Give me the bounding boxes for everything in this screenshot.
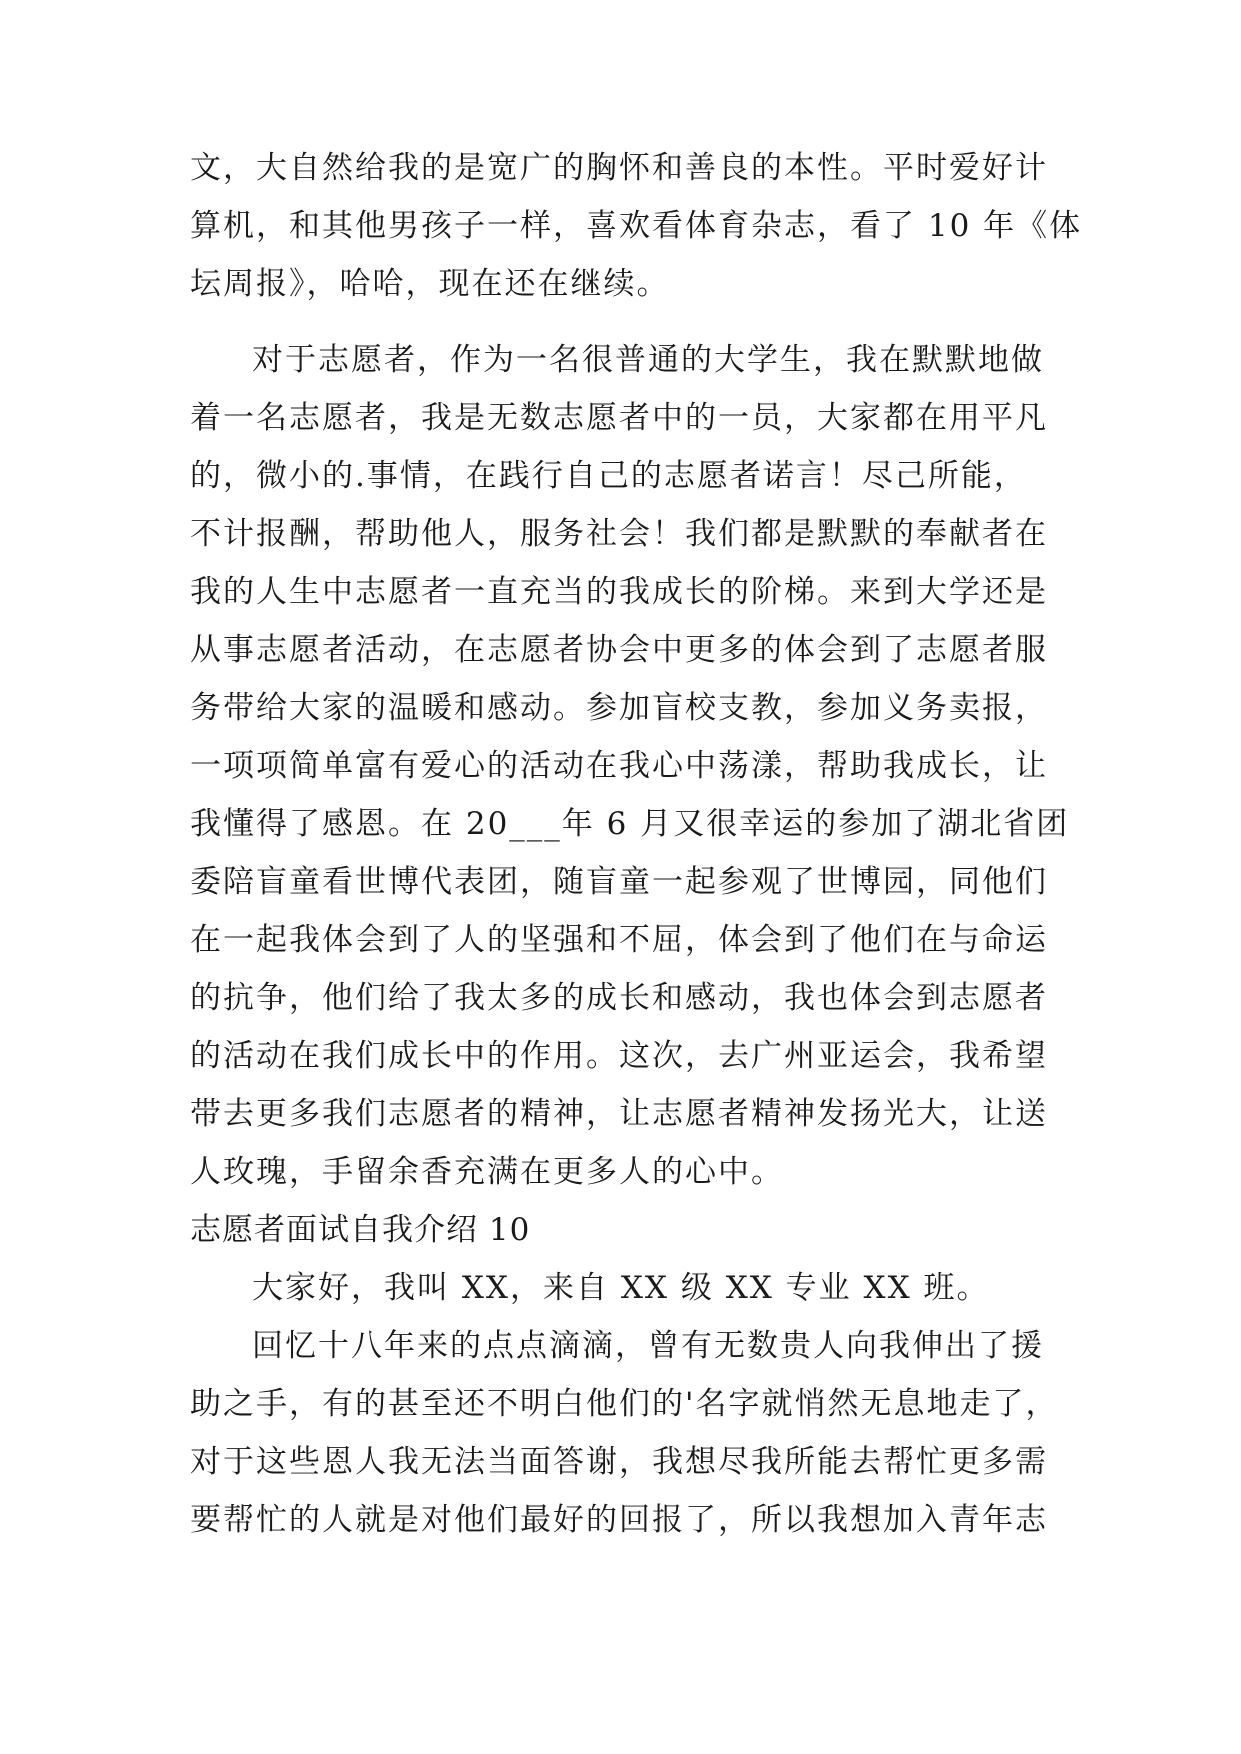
text-line: 带去更多我们志愿者的精神，让志愿者精神发扬光大，让送 (190, 1096, 1048, 1132)
text-line: 算机，和其他男孩子一样，喜欢看体育杂志，看了 10 年《体 (190, 208, 1083, 244)
text-line: 我的人生中志愿者一直充当的我成长的阶梯。来到大学还是 (190, 574, 1048, 610)
text-line: 助之手，有的甚至还不明白他们的'名字就悄然无息地走了， (190, 1386, 1059, 1422)
text-line: 我懂得了感恩。在 20___年 6 月又很幸运的参加了湖北省团 (190, 806, 1070, 842)
text-line: 的活动在我们成长中的作用。这次，去广州亚运会，我希望 (190, 1038, 1048, 1074)
text-line: 文，大自然给我的是宽广的胸怀和善良的本性。平时爱好计 (190, 150, 1048, 186)
text-line: 在一起我体会到了人的坚强和不屈，体会到了他们在与命运 (190, 922, 1048, 958)
text-line: 对于这些恩人我无法当面答谢，我想尽我所能去帮忙更多需 (190, 1444, 1048, 1480)
paragraph-start: 对于志愿者，作为一名很普通的大学生，我在默默地做 (252, 342, 1044, 378)
text-line: 人玫瑰，手留余香充满在更多人的心中。 (190, 1154, 784, 1190)
text-line: 从事志愿者活动，在志愿者协会中更多的体会到了志愿者服 (190, 632, 1048, 668)
text-line: 的抗争，他们给了我太多的成长和感动，我也体会到志愿者 (190, 980, 1048, 1016)
text-line: 要帮忙的人就是对他们最好的回报了，所以我想加入青年志 (190, 1502, 1048, 1538)
paragraph-start: 大家好，我叫 XX，来自 XX 级 XX 专业 XX 班。 (252, 1270, 990, 1306)
section-heading: 志愿者面试自我介绍 10 (190, 1212, 531, 1248)
text-line: 不计报酬，帮助他人，服务社会！我们都是默默的奉献者在 (190, 516, 1048, 552)
text-line: 委陪盲童看世博代表团，随盲童一起参观了世博园，同他们 (190, 864, 1048, 900)
text-line: 着一名志愿者，我是无数志愿者中的一员，大家都在用平凡 (190, 400, 1048, 436)
text-line: 一项项简单富有爱心的活动在我心中荡漾，帮助我成长，让 (190, 748, 1048, 784)
text-line: 务带给大家的温暖和感动。参加盲校支教，参加义务卖报， (190, 690, 1048, 726)
paragraph-start: 回忆十八年来的点点滴滴，曾有无数贵人向我伸出了援 (252, 1328, 1044, 1364)
text-line: 坛周报》，哈哈，现在还在继续。 (190, 266, 670, 302)
text-line: 的，微小的.事情，在践行自己的志愿者诺言！尽己所能， (190, 458, 1027, 494)
